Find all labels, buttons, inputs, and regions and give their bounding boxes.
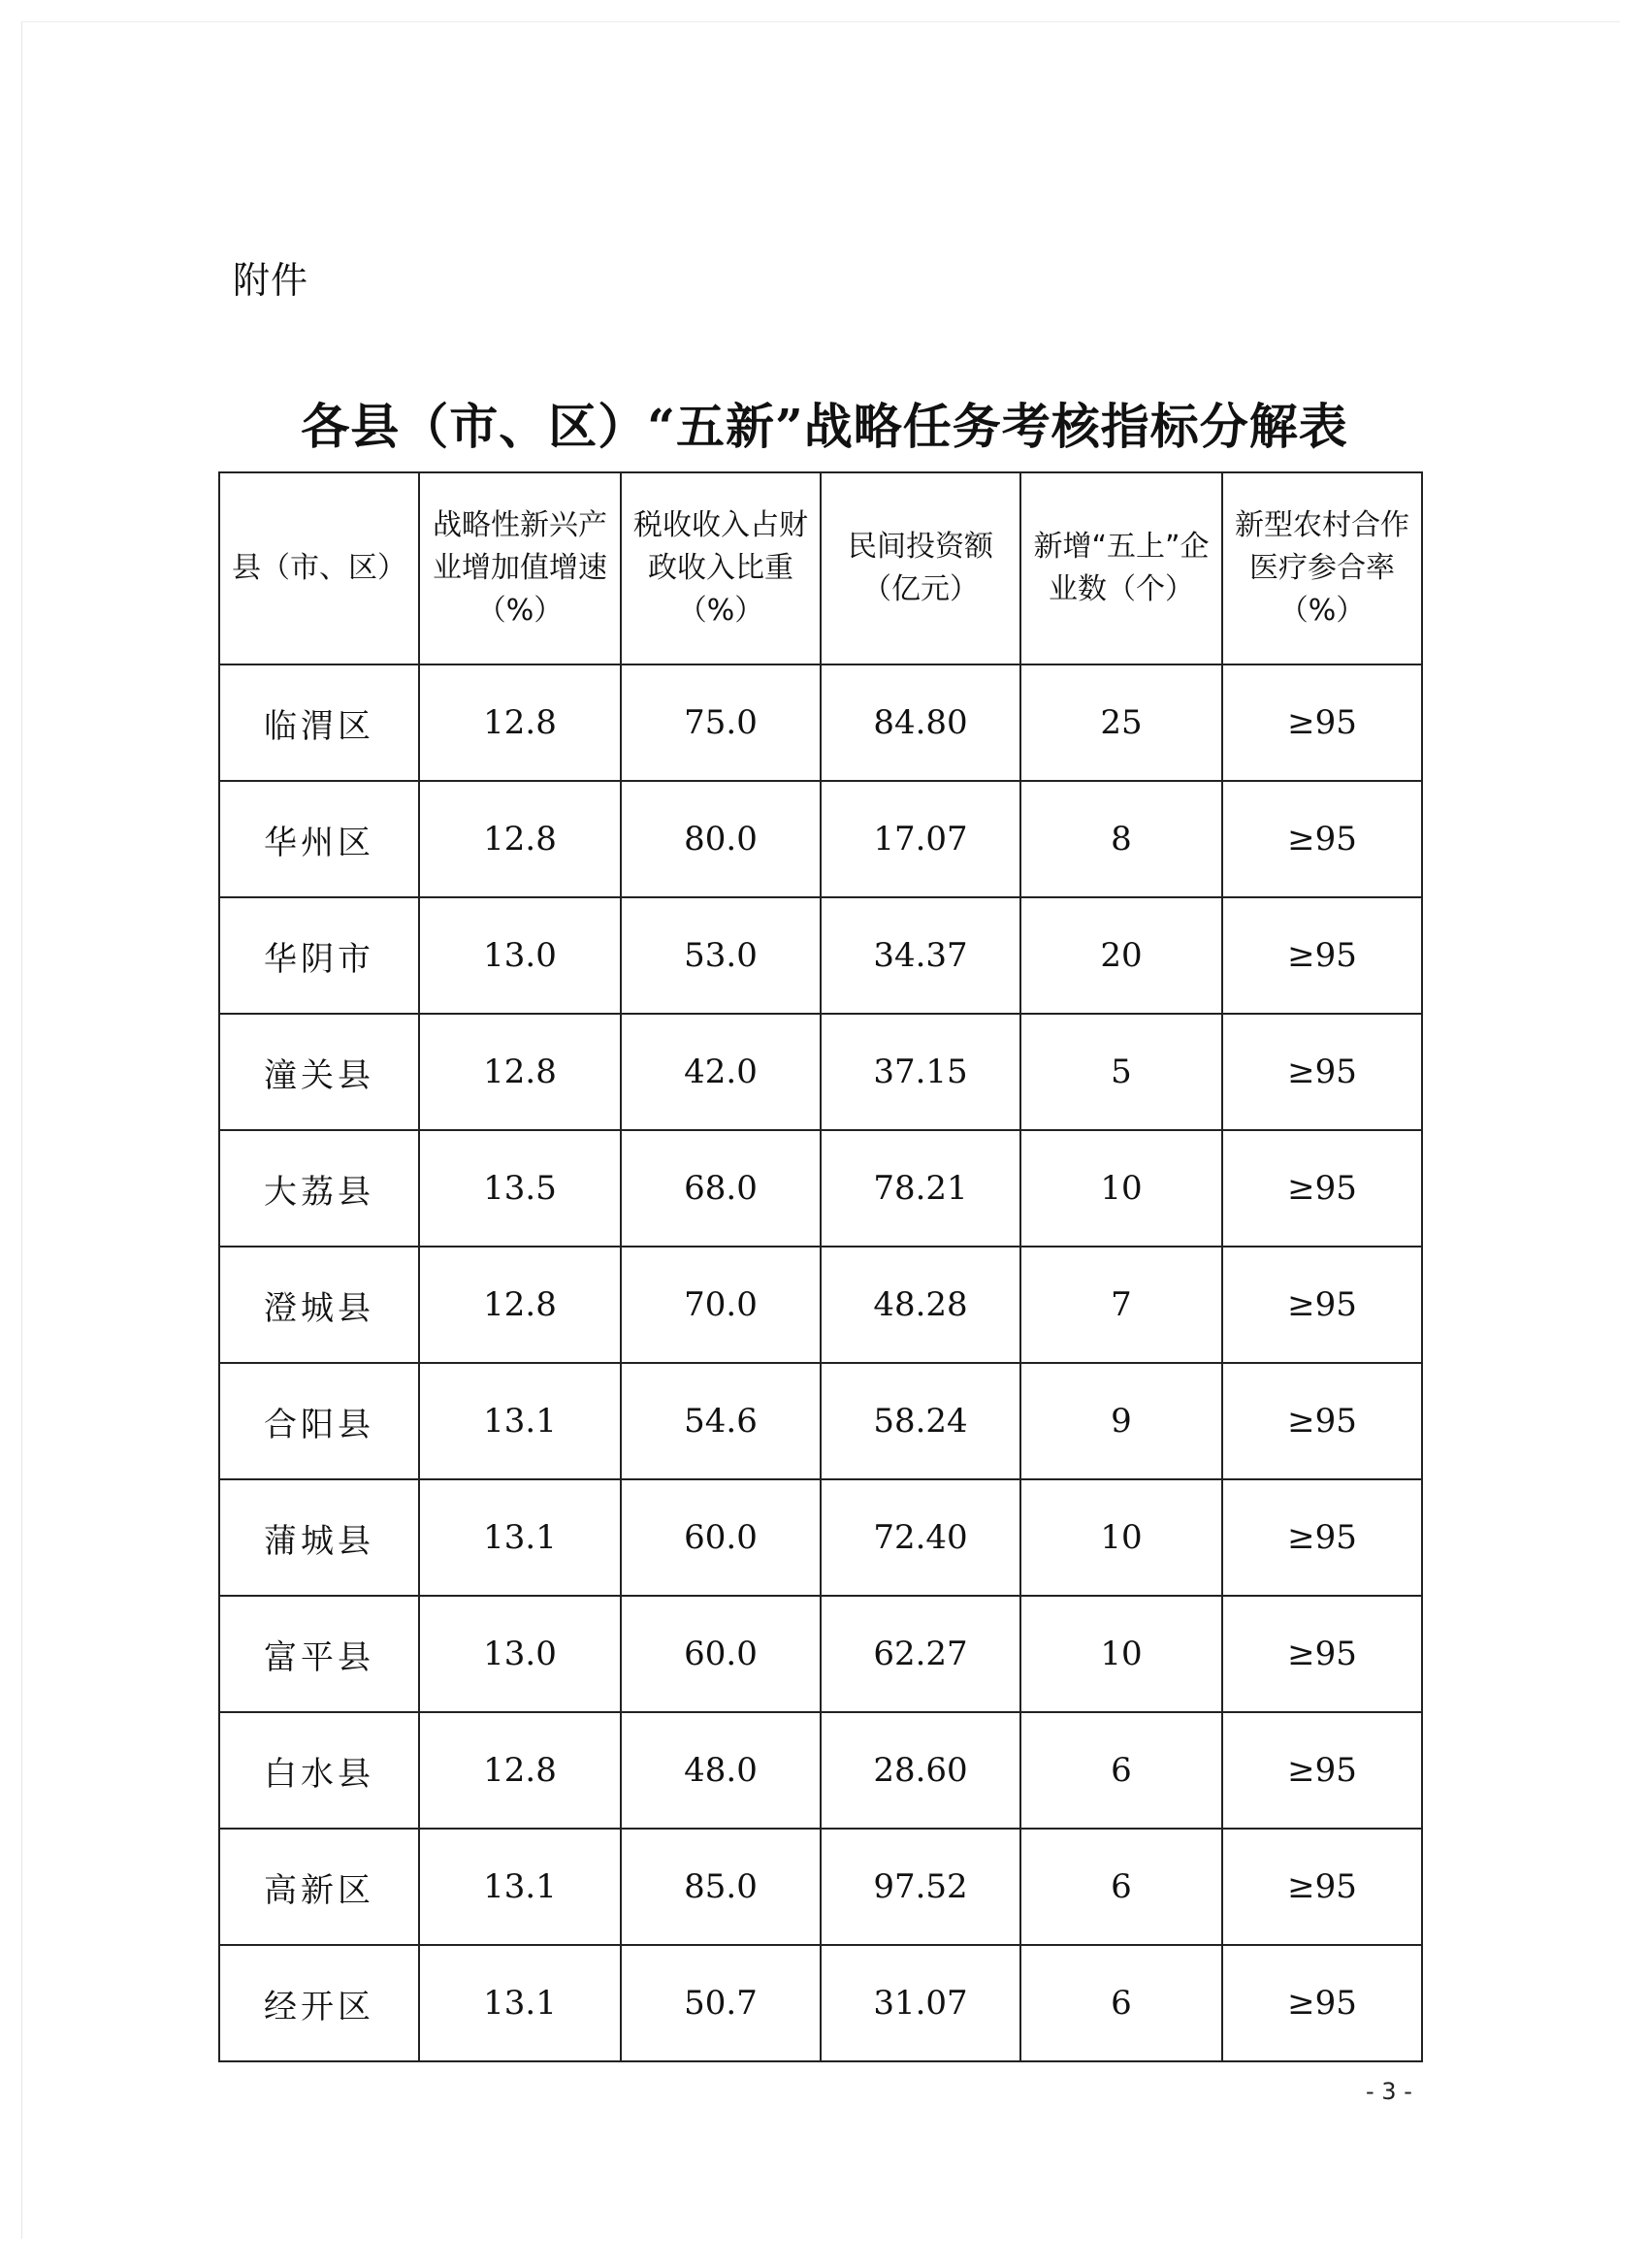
enterprise-count-cell: 9 [1020, 1363, 1222, 1479]
coverage-rate-cell: ≥95 [1222, 1363, 1422, 1479]
enterprise-count-cell: 5 [1020, 1014, 1222, 1130]
tax-share-cell: 60.0 [621, 1479, 821, 1596]
tax-share-cell: 68.0 [621, 1130, 821, 1247]
enterprise-count-cell: 10 [1020, 1130, 1222, 1247]
table-row [219, 1596, 1422, 1712]
table-header-row [219, 472, 1422, 664]
growth-rate-cell: 13.1 [419, 1479, 621, 1596]
enterprise-count-cell: 10 [1020, 1479, 1222, 1596]
document-title: 各县（市、区）“五新”战略任务考核指标分解表 [301, 398, 1348, 455]
page-number: - 3 - [1366, 2078, 1412, 2105]
county-name-cell: 临渭区 [219, 664, 419, 781]
investment-cell: 31.07 [821, 1945, 1020, 2061]
investment-cell: 72.40 [821, 1479, 1020, 1596]
coverage-rate-cell: ≥95 [1222, 1479, 1422, 1596]
investment-cell: 62.27 [821, 1596, 1020, 1712]
tax-share-cell: 75.0 [621, 664, 821, 781]
enterprise-count-cell: 10 [1020, 1596, 1222, 1712]
header-private-investment: 民间投资额（亿元） [821, 472, 1020, 664]
investment-cell: 78.21 [821, 1130, 1020, 1247]
county-name-cell: 合阳县 [219, 1363, 419, 1479]
coverage-rate-cell: ≥95 [1222, 1945, 1422, 2061]
growth-rate-cell: 13.1 [419, 1363, 621, 1479]
coverage-rate-cell: ≥95 [1222, 1829, 1422, 1945]
county-name-cell: 华阴市 [219, 897, 419, 1014]
tax-share-cell: 54.6 [621, 1363, 821, 1479]
growth-rate-cell: 12.8 [419, 664, 621, 781]
enterprise-count-cell: 25 [1020, 664, 1222, 781]
coverage-rate-cell: ≥95 [1222, 1712, 1422, 1829]
coverage-rate-cell: ≥95 [1222, 1247, 1422, 1363]
tax-share-cell: 50.7 [621, 1945, 821, 2061]
table-row [219, 664, 1422, 781]
growth-rate-cell: 12.8 [419, 1247, 621, 1363]
county-name-cell: 华州区 [219, 781, 419, 897]
table-row [219, 1247, 1422, 1363]
county-name-cell: 富平县 [219, 1596, 419, 1712]
header-county: 县（市、区） [219, 472, 419, 664]
table-row [219, 1130, 1422, 1247]
tax-share-cell: 80.0 [621, 781, 821, 897]
growth-rate-cell: 13.1 [419, 1945, 621, 2061]
investment-cell: 34.37 [821, 897, 1020, 1014]
table-row [219, 1479, 1422, 1596]
table-row [219, 781, 1422, 897]
table-row [219, 1363, 1422, 1479]
growth-rate-cell: 12.8 [419, 1014, 621, 1130]
growth-rate-cell: 12.8 [419, 1712, 621, 1829]
header-new-enterprises: 新增“五上”企业数（个） [1020, 472, 1222, 664]
investment-cell: 17.07 [821, 781, 1020, 897]
growth-rate-cell: 13.0 [419, 1596, 621, 1712]
county-name-cell: 蒲城县 [219, 1479, 419, 1596]
coverage-rate-cell: ≥95 [1222, 1014, 1422, 1130]
table-row [219, 1945, 1422, 2061]
tax-share-cell: 60.0 [621, 1596, 821, 1712]
enterprise-count-cell: 6 [1020, 1945, 1222, 2061]
header-emerging-industry-growth: 战略性新兴产业增加值增速（%） [419, 472, 621, 664]
header-rural-medical-coverage: 新型农村合作医疗参合率（%） [1222, 472, 1422, 664]
table-body [219, 664, 1422, 2061]
attachment-label: 附件 [233, 259, 309, 302]
enterprise-count-cell: 7 [1020, 1247, 1222, 1363]
investment-cell: 48.28 [821, 1247, 1020, 1363]
tax-share-cell: 70.0 [621, 1247, 821, 1363]
tax-share-cell: 53.0 [621, 897, 821, 1014]
tax-share-cell: 42.0 [621, 1014, 821, 1130]
growth-rate-cell: 13.0 [419, 897, 621, 1014]
table-row [219, 1014, 1422, 1130]
county-name-cell: 高新区 [219, 1829, 419, 1945]
table-row [219, 897, 1422, 1014]
investment-cell: 28.60 [821, 1712, 1020, 1829]
assessment-table [218, 471, 1423, 2062]
tax-share-cell: 85.0 [621, 1829, 821, 1945]
coverage-rate-cell: ≥95 [1222, 1596, 1422, 1712]
table-row [219, 1712, 1422, 1829]
investment-cell: 84.80 [821, 664, 1020, 781]
tax-share-cell: 48.0 [621, 1712, 821, 1829]
county-name-cell: 潼关县 [219, 1014, 419, 1130]
growth-rate-cell: 12.8 [419, 781, 621, 897]
county-name-cell: 大荔县 [219, 1130, 419, 1247]
coverage-rate-cell: ≥95 [1222, 897, 1422, 1014]
investment-cell: 58.24 [821, 1363, 1020, 1479]
county-name-cell: 白水县 [219, 1712, 419, 1829]
coverage-rate-cell: ≥95 [1222, 781, 1422, 897]
growth-rate-cell: 13.5 [419, 1130, 621, 1247]
enterprise-count-cell: 6 [1020, 1712, 1222, 1829]
table-row [219, 1829, 1422, 1945]
header-tax-revenue-share: 税收收入占财政收入比重（%） [621, 472, 821, 664]
investment-cell: 97.52 [821, 1829, 1020, 1945]
coverage-rate-cell: ≥95 [1222, 1130, 1422, 1247]
growth-rate-cell: 13.1 [419, 1829, 621, 1945]
coverage-rate-cell: ≥95 [1222, 664, 1422, 781]
investment-cell: 37.15 [821, 1014, 1020, 1130]
enterprise-count-cell: 8 [1020, 781, 1222, 897]
enterprise-count-cell: 20 [1020, 897, 1222, 1014]
county-name-cell: 经开区 [219, 1945, 419, 2061]
enterprise-count-cell: 6 [1020, 1829, 1222, 1945]
county-name-cell: 澄城县 [219, 1247, 419, 1363]
